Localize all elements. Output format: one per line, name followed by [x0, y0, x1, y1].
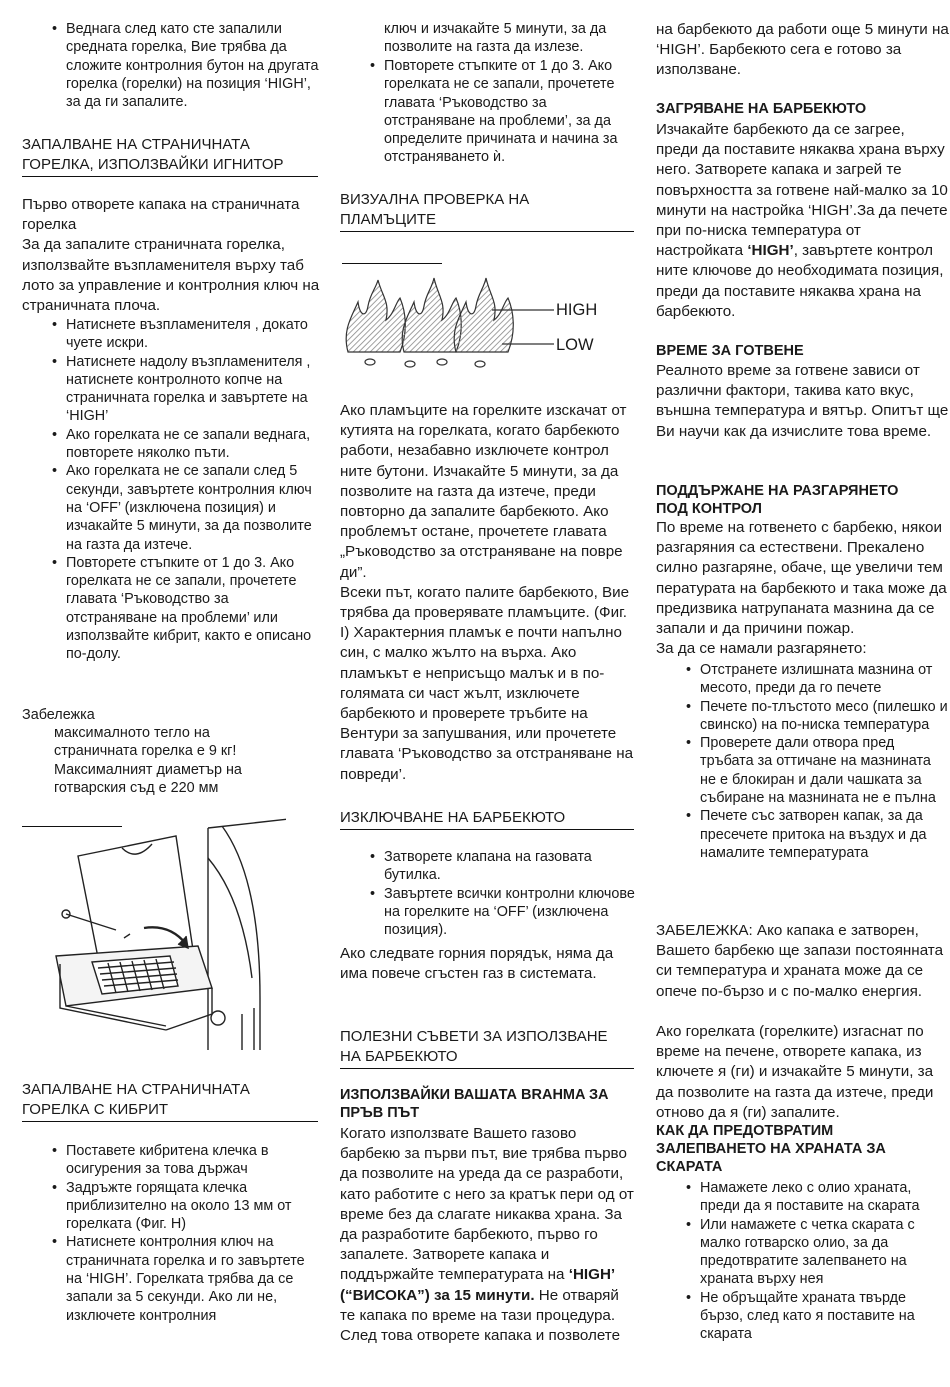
tips-heading: ПОЛЕЗНИ СЪВЕТИ ЗА ИЗПОЛЗВАНЕ НА БАРБЕКЮТО [340, 1027, 634, 1069]
list-item: • Веднага след като сте запалили средната горелка, Вие трябва да сложите контролния бутон на другата горелка (горелки) на позиция ‘HIGH’, за да ги запалите. [66, 20, 320, 111]
top-bullet-list [22, 20, 320, 111]
flare-up-heading: ПОДДЪРЖАНЕ НА РАЗГАРЯНЕТО ПОД КОНТРОЛ [656, 483, 899, 518]
igniter-heading: ЗАПАЛВАНЕ НА СТРАНИЧНАТА ГОРЕЛКА, ИЗПОЛЗВАЙКИ ИГНИТОР [22, 135, 318, 177]
cooking-time-paragraph: Реалното време за готвене зависи от различни фактори, такива като вкус, външна температура и вятър. Опитът ще Ви научи как да изчислите това време. [656, 362, 949, 440]
side-burner-illustration [46, 818, 286, 1050]
flame-low-label: LOW [556, 336, 594, 354]
flare-up-paragraph: По време на готвенето с барбекю, някои разгаряния са естествени. Прекалено силно разгаряне, обаче, ще увеличи тем пературата на барбекюто и така може да предизвика натрупаната мазнина да се запали и да причини пожар. За да се намали разгарянето: [656, 519, 947, 658]
list-item: • Печете със затворен капак, за да пресечете притока на въздух и да намалите температурата [700, 807, 950, 862]
column-3 [656, 0, 950, 1387]
sticking-heading: КАК ДА ПРЕДОТВРАТИМ ЗАЛЕПВАНЕТО НА ХРАНАТА ЗА СКАРАТА [656, 1123, 886, 1176]
list-item: • Не обръщайте храната твърде бързо, след като я поставите на скарата [700, 1289, 950, 1344]
list-item: • Проверете дали отвора пред тръбата за оттичане на мазнината не е блокиран и дали чашката за събиране на мазнината не е пълна [700, 734, 950, 807]
flame-high-label: HIGH [556, 301, 598, 319]
list-item: • Натиснете контролния ключ на страничната горелка и го завъртете на ‘HIGH’. Горелката трябва да се запали за 5 секунди. Ако ли не, изключете контролния [66, 1233, 320, 1324]
column-1 [22, 0, 320, 1387]
list-item: • Повторете стъпките от 1 до 3. Ако горелката не се запали, прочетете главата ‘Ръководство за отстраняване на проблеми’ или използвайте кибрит, както е описано по-долу. [66, 554, 320, 664]
note-text: максималното тегло на страничната горелка е 9 кг! Максималният диаметър на готварския съд е 220 мм [54, 725, 242, 796]
column-2 [340, 0, 636, 1387]
flare-up-tips-list [656, 661, 950, 862]
continued-text: ключ и изчакайте 5 минути, за да позволите на газта да излезе. [384, 21, 607, 56]
list-item: • Завъртете всички контролни ключове на горелките на ‘OFF’ (изключена позиция). [384, 885, 636, 940]
first-use-paragraph: Когато използвате Вашето газово барбекю за първи път, вие трябва първо да позволите на уреда да се разработи, като работите с него за кратък пери од от време без да слагате никаква храна. За да разработите барбекюто, първо го запалете. Затворете капака и поддържайте температурата на ‘HIGH’ (“ВИСОКА”) за 15 минути. Не отваряй те капака по време на тази процедура. След това отворете капака и позволете [340, 1125, 634, 1345]
shutdown-heading: ИЗКЛЮЧВАНЕ НА БАРБЕКЮТО [340, 808, 634, 830]
shutdown-steps-list [340, 848, 636, 939]
preheat-paragraph: Изчакайте барбекюто да се загрее, преди да поставите някаква храна върху него. Затворете капака и загрей те повърхността за готвене най-малко за 10 минути на настройка ‘HIGH’.За да печете при по-ниска температура от настройката ‘HIGH’, завъртете контрол ните ключове до необходимата позиция, преди да поставите някаква храна на барбекюто. [656, 121, 948, 320]
continued-text: на барбекюто да работи още 5 минути на ‘HIGH’. Барбекюто сега е готово за използване. [656, 21, 949, 79]
shutdown-paragraph: Ако следвате горния порядък, няма да има повече сгъстен газ в системата. [340, 945, 614, 983]
sticking-tips-list [656, 1179, 950, 1344]
list-item: • Ако горелката не се запали веднага, повторете няколко пъти. [66, 426, 320, 463]
match-heading: ЗАПАЛВАНЕ НА СТРАНИЧНАТА ГОРЕЛКА С КИБРИТ [22, 1080, 318, 1122]
cooking-time-heading: ВРЕМЕ ЗА ГОТВЕНЕ [656, 343, 804, 359]
preheat-heading: ЗАГРЯВАНЕ НА БАРБЕКЮТО [656, 101, 867, 117]
list-item: • Затворете клапана на газовата бутилка. [384, 848, 636, 885]
continued-bullet-list [340, 57, 636, 167]
igniter-steps-list [22, 316, 320, 664]
first-use-heading: ИЗПОЛЗВАЙКИ ВАШАТА BRAHMA ЗА ПРЪВ ПЪТ [340, 1087, 609, 1122]
relight-paragraph: Ако горелката (горелките) изгаснат по време на печене, отворете капака, из ключете я (ги) и изчакайте 5 минути, за да позволите на газта да изтече, преди отново да я (ги) запалите. [656, 1023, 934, 1121]
figure-i-rule [342, 263, 442, 264]
list-item: • Отстранете излишната мазнина от месото, преди да го печете [700, 661, 950, 698]
list-item: • Поставете кибритена клечка в осигурения за това държач [66, 1142, 320, 1179]
note-label: Забележка [22, 707, 95, 723]
list-item: • Задръжте горящата клечка приблизително на около 13 мм от горелката (Фиг. H) [66, 1179, 320, 1234]
igniter-intro: Първо отворете капака на страничната горелка За да запалите страничната горелка, използвайте възпламенителя върху таб лото за управление и контролния ключ на страничната плоча. [22, 196, 320, 315]
match-steps-list [22, 1142, 320, 1325]
list-item: • Намажете леко с олио храната, преди да я поставите на скарата [700, 1179, 950, 1216]
flame-paragraph: Ако пламъците на горелките изскачат от кутията на горелката, когато барбекюто работи, незабавно изключете контрол ните бутони. Изчакайте 5 минути, за да позволите на газта да изтече, преди повторно да запалите барбекюто. Ако проблемът остане, прочетете главата „Ръководство за отстраняване на повре ди”. Всеки път, когато палите барбекюто, Вие трябва да проверявате пламъците. (Фиг. I) Характерния пламък е почти напълно син, с малко жълто на върха. Ако пламъкът е неприсъщо малък и в по-голямата си част жълт, изключете барбекюто и проверете тръбите на Вентури за запушвания, или прочетете главата ‘Ръководство за отстраняване на повреди’. [340, 402, 634, 783]
list-item: • Натиснете възпламенителя , докато чуете искри. [66, 316, 320, 353]
list-item: • Повторете стъпките от 1 до 3. Ако горелката не се запали, прочетете главата ‘Ръководство за отстраняване на проблеми’, за да определите причината и начина за отстраняването ѝ. [384, 57, 636, 167]
note-paragraph: ЗАБЕЛЕЖКА: Ако капака е затворен, Вашето барбекю ще запази постоянната си температура и храната може да се опече по-бързо и с по-малко енергия. [656, 922, 944, 1000]
list-item: • Или намажете с четка скарата с малко готварско олио, за да предотвратите залепването на храната върху нея [700, 1216, 950, 1289]
flame-heading: ВИЗУАЛНА ПРОВЕРКА НА ПЛАМЪЦИТЕ [340, 190, 634, 232]
list-item: • Ако горелката не се запали след 5 секунди, завъртете контролния ключ на ‘OFF’ (изключена позиция) и изчакайте 5 минути, за да позволите на газта да изтече. [66, 462, 320, 553]
list-item: • Печете по-тлъстото месо (пилешко и свинско) на по-ниска температура [700, 698, 950, 735]
list-item: • Натиснете надолу възпламенителя , натиснете контролното копче на страничната горелка и завъртете на ‘HIGH’ [66, 353, 320, 426]
flame-illustration [342, 272, 554, 372]
